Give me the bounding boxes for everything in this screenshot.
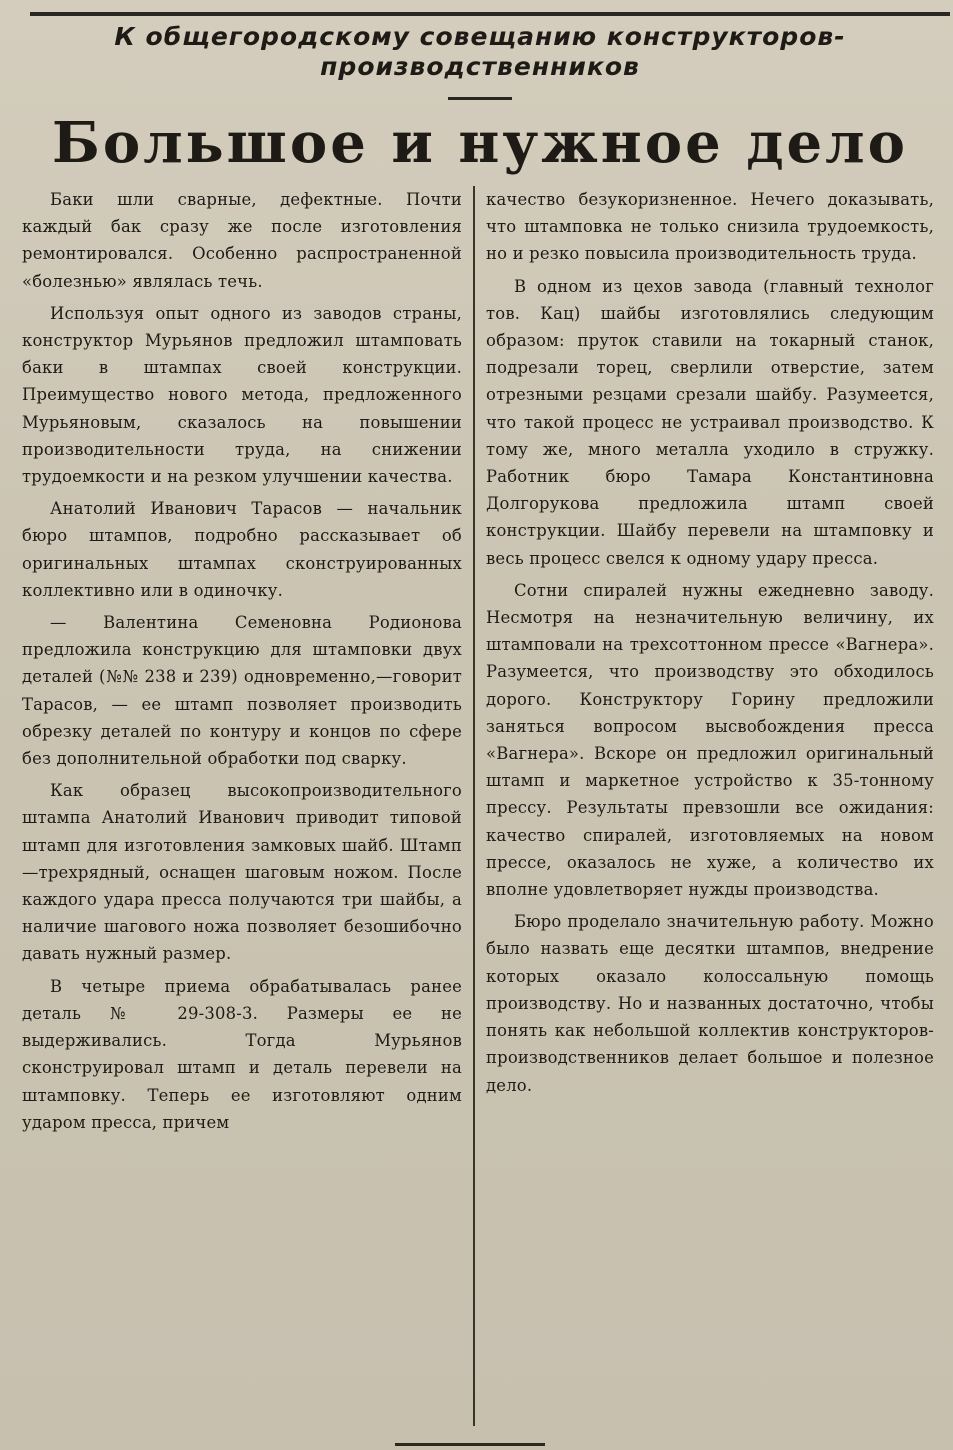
article-rubric: К общегородскому совещанию конструкторов-производственников	[114, 22, 846, 81]
paragraph: В одном из цехов завода (главный технолог тов. Кац) шайбы изготовлялись следующим образом: пруток ставили на токарный станок, подрезали торец, сверлили отверстие, затем отрезными резцами срезали шайбу. Разумеется, что такой процесс не устраивал производство. К тому же, много металла уходило в стружку. Работник бюро Тамара Константиновна Долгорукова предложила штамп своей конструкции. Шайбу перевели на штамповку и весь процесс свелся к одному удару пресса.	[486, 276, 934, 568]
left-column	[22, 186, 462, 1141]
rubric-divider	[448, 97, 512, 100]
paragraph-continued: качество безукоризненное. Нечего доказывать, что штамповка не только снизила трудоемкость, но и резко повысила производительность труда.	[486, 190, 934, 264]
article-headline: Большое и нужное дело	[51, 110, 909, 176]
paragraph: Сотни спиралей нужны ежедневно заводу. Несмотря на незначительную величину, их штамповали на трехсоттонном прессе «Вагнера». Разумеется, что производству это обходилось дорого. Конструктору Горину предложили заняться вопросом высвобождения пресса «Вагнера». Вскоре он предложил оригинальный штамп и маркетное устройство к 35-тонному прессу. Результаты превзошли все ожидания: качество спиралей, изготовляемых на новом прессе, оказалось не хуже, а количество их вполне удовлетворяет нужды производства.	[486, 580, 934, 900]
paragraph: — Валентина Семеновна Родионова предложила конструкцию для штамповки двух деталей (№№ 238 и 239) одновременно,—говорит Тарасов, — ее штамп позволяет производить обрезку деталей по контуру и концов по сфере без дополнительной обработки под сварку.	[22, 613, 462, 769]
paragraph: Используя опыт одного из заводов страны, конструктор Мурьянов предложил штамповать баки в штампах своей конструкции. Преимущество нового метода, предложенного Мурьяновым, сказалось на повышении производительности труда, на снижении трудоемкости и на резком улучшении качества.	[22, 303, 462, 487]
bottom-rule	[395, 1443, 545, 1446]
paragraph: Анатолий Иванович Тарасов — начальник бюро штампов, подробно рассказывает об оригинальных штампах сконструированных коллективно или в одиночку.	[22, 499, 462, 600]
paragraph: Как образец высокопроизводительного штампа Анатолий Иванович приводит типовой штамп для изготовления замковых шайб. Штамп—трехрядный, оснащен шаговым ножом. После каждого удара пресса получаются три шайбы, а наличие шагового ножа позволяет безошибочно давать нужный размер.	[22, 781, 462, 964]
top-rule	[30, 0, 950, 16]
paragraph: В четыре приема обрабатывалась ранее деталь № 29-308-3. Размеры ее не выдерживались. Тогда Мурьянов сконструировал штамп и деталь перевели на штамповку. Теперь ее изготовляют одним ударом пресса, причем	[22, 976, 462, 1132]
paragraph: Баки шли сварные, дефектные. Почти каждый бак сразу же после изготовления ремонтировался. Особенно распространенной «болезнью» являлась течь.	[22, 190, 462, 291]
column-divider	[473, 186, 475, 1426]
right-column	[486, 186, 934, 1104]
paragraph: Бюро проделало значительную работу. Можно было назвать еще десятки штампов, внедрение которых оказало колоссальную помощь производству. Но и названных достаточно, чтобы понять как небольшой коллектив конструкторов-производственников делает большое и полезное дело.	[486, 912, 934, 1095]
